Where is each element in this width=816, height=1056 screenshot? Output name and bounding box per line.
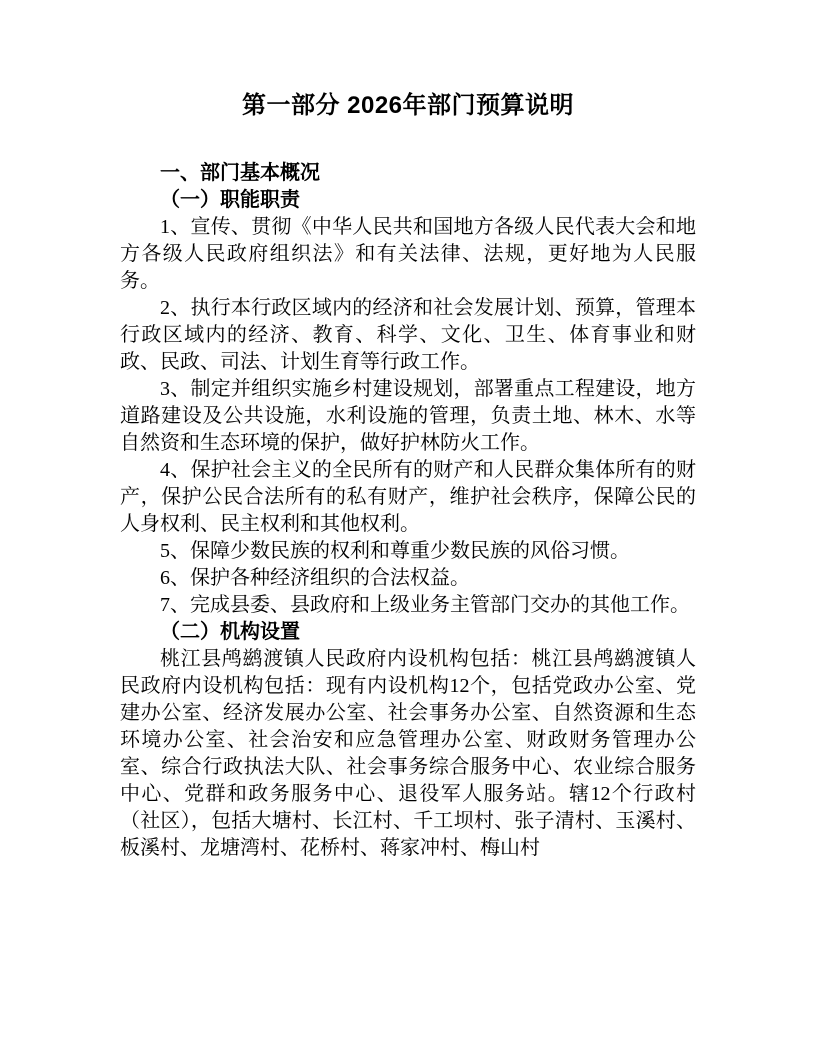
document-title: 第一部分 2026年部门预算说明 [241, 92, 575, 119]
duty-paragraph-3: 3、制定并组织实施乡村建设规划，部署重点工程建设，地方道路建设及公共设施，水利设施的管理，负责土地、林木、水等自然资和生态环境的保护，做好护林防火工作。 [120, 378, 696, 454]
subsection-heading-organization: （二）机构设置 [160, 621, 300, 643]
section-heading-overview: 一、部门基本概况 [160, 162, 320, 184]
duty-paragraph-5: 5、保障少数民族的权利和尊重少数民族的风俗习惯。 [160, 540, 630, 562]
duty-paragraph-6: 6、保护各种经济组织的合法权益。 [160, 567, 470, 589]
duty-paragraph-7: 7、完成县委、县政府和上级业务主管部门交办的其他工作。 [160, 594, 690, 616]
subsection-heading-duties: （一）职能职责 [160, 189, 300, 211]
organization-paragraph-1: 桃江县鸬鹚渡镇人民政府内设机构包括：桃江县鸬鹚渡镇人民政府内设机构包括：现有内设机构12个，包括党政办公室、党建办公室、经济发展办公室、社会事务办公室、自然资源和生态环境办公室、社会治安和应急管理办公室、财政财务管理办公室、综合行政执法大队、社会事务综合服务中心、农业综合服务中心、党群和政务服务中心、退役军人服务站。辖12个行政村（社区），包括大塘村、长江村、千工坝村、张子清村、玉溪村、板溪村、龙塘湾村、花桥村、蒋家冲村、梅山村 [120, 648, 696, 859]
duty-paragraph-1: 1、宣传、贯彻《中华人民共和国地方各级人民代表大会和地方各级人民政府组织法》和有关法律、法规，更好地为人民服务。 [120, 216, 696, 292]
duty-paragraph-4: 4、保护社会主义的全民所有的财产和人民群众集体所有的财产，保护公民合法所有的私有财产，维护社会秩序，保障公民的人身权利、民主权利和其他权利。 [120, 459, 696, 535]
duty-paragraph-2: 2、执行本行政区域内的经济和社会发展计划、预算，管理本行政区域内的经济、教育、科学、文化、卫生、体育事业和财政、民政、司法、计划生育等行政工作。 [120, 297, 696, 373]
